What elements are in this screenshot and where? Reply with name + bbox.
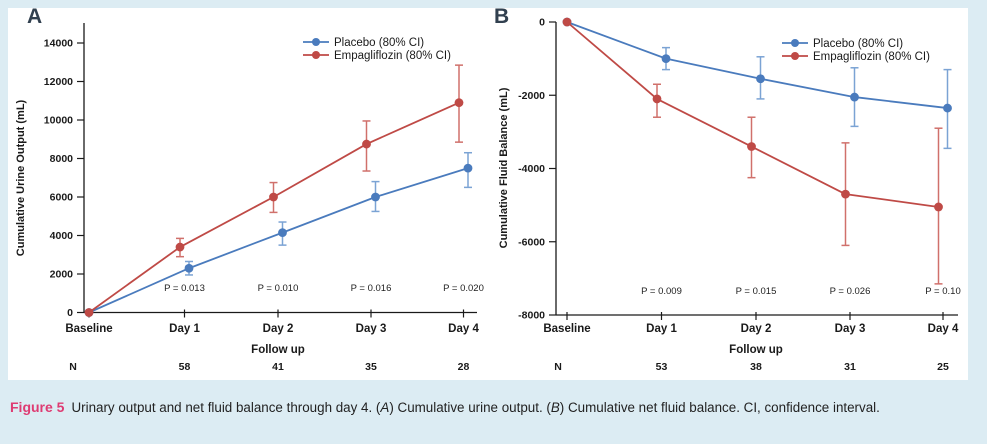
panel-b-letter: B — [494, 5, 510, 28]
data-point-marker — [371, 193, 380, 202]
y-axis-title: Cumulative Urine Output (mL) — [15, 99, 27, 257]
y-tick-label: 8000 — [49, 153, 73, 165]
panel-a-chart — [15, 23, 484, 373]
x-tick-label: Day 2 — [740, 323, 772, 335]
panel-b-chart — [498, 17, 961, 374]
n-row-value: 53 — [655, 361, 668, 373]
y-tick-label: 4000 — [49, 230, 73, 242]
figure-number: Figure 5 — [10, 399, 65, 415]
data-point-marker — [850, 93, 859, 102]
legend-label: Placebo (80% CI) — [813, 38, 904, 50]
y-tick-label: -4000 — [518, 163, 545, 175]
y-tick-label: 0 — [539, 16, 545, 29]
data-point-marker — [362, 140, 371, 149]
data-point-marker — [653, 95, 662, 104]
series-line — [567, 22, 948, 108]
data-point-marker — [662, 54, 671, 63]
data-point-marker — [269, 193, 278, 202]
p-value-label: P = 0.009 — [641, 286, 682, 297]
n-row-value: 41 — [272, 361, 284, 373]
n-row-value: 28 — [457, 361, 470, 373]
p-value-label: P = 0.020 — [443, 283, 484, 294]
data-point-marker — [176, 243, 185, 252]
y-tick-label: 6000 — [49, 191, 73, 204]
data-point-marker — [464, 164, 473, 173]
y-tick-label: 10000 — [43, 114, 73, 127]
caption-text-2: ) Cumulative urine output. ( — [389, 400, 551, 415]
n-row-value: 31 — [844, 361, 856, 373]
data-point-marker — [747, 142, 756, 151]
y-tick-label: 2000 — [49, 268, 73, 281]
x-tick-label: Day 1 — [646, 323, 677, 335]
x-axis-title: Follow up — [729, 344, 783, 356]
x-tick-label: Day 3 — [834, 323, 866, 335]
panel-a-letter: A — [27, 5, 43, 28]
x-tick-label: Day 4 — [927, 323, 959, 335]
data-point-marker — [455, 98, 464, 107]
caption-text-1: Urinary output and net fluid balance through day 4. ( — [71, 400, 381, 415]
legend-label: Placebo (80% CI) — [334, 37, 425, 49]
n-row-header: N — [69, 361, 77, 373]
data-point-marker — [943, 104, 952, 113]
legend-marker — [791, 39, 799, 47]
p-value-label: P = 0.015 — [735, 286, 777, 297]
x-tick-label: Baseline — [543, 323, 591, 335]
data-point-marker — [756, 74, 765, 83]
figure-caption — [10, 397, 978, 418]
n-row-value: 35 — [365, 361, 377, 373]
caption-panel-a-ref: A — [380, 400, 390, 415]
p-value-label: P = 0.026 — [829, 286, 871, 297]
data-point-marker — [278, 228, 287, 237]
x-tick-label: Day 2 — [262, 323, 294, 335]
x-axis-title: Follow up — [251, 344, 305, 356]
caption-text-3: ) Cumulative net fluid balance. CI, confidence interval. — [559, 400, 880, 415]
n-row-value: 38 — [750, 361, 762, 373]
p-value-label: P = 0.10 — [925, 286, 961, 297]
x-tick-label: Baseline — [65, 323, 113, 335]
data-point-marker — [85, 308, 94, 317]
p-value-label: P = 0.013 — [164, 283, 205, 294]
y-tick-label: -2000 — [518, 89, 545, 102]
data-point-marker — [841, 190, 850, 199]
p-value-label: P = 0.016 — [350, 283, 392, 294]
legend-marker — [312, 51, 320, 59]
legend-label: Empagliflozin (80% CI) — [334, 50, 451, 62]
y-axis-title: Cumulative Fluid Balance (mL) — [498, 87, 510, 249]
y-tick-label: 0 — [67, 307, 73, 319]
x-tick-label: Day 3 — [355, 323, 387, 335]
legend-label: Empagliflozin (80% CI) — [813, 51, 930, 63]
y-tick-label: 14000 — [43, 37, 73, 50]
y-tick-label: -8000 — [518, 309, 545, 322]
data-point-marker — [563, 18, 572, 27]
data-point-marker — [934, 203, 943, 212]
y-tick-label: 12000 — [43, 76, 73, 88]
legend-marker — [312, 38, 320, 46]
n-row-value: 25 — [937, 361, 949, 373]
n-row-value: 58 — [178, 361, 191, 373]
data-point-marker — [185, 264, 194, 273]
x-tick-label: Day 4 — [448, 323, 479, 335]
p-value-label: P = 0.010 — [257, 283, 299, 294]
n-row-header: N — [554, 361, 562, 373]
y-tick-label: -6000 — [518, 236, 545, 249]
series-empagliflozin — [85, 65, 464, 317]
x-tick-label: Day 1 — [169, 323, 200, 335]
legend-marker — [791, 52, 799, 60]
caption-panel-b-ref: B — [550, 400, 560, 415]
